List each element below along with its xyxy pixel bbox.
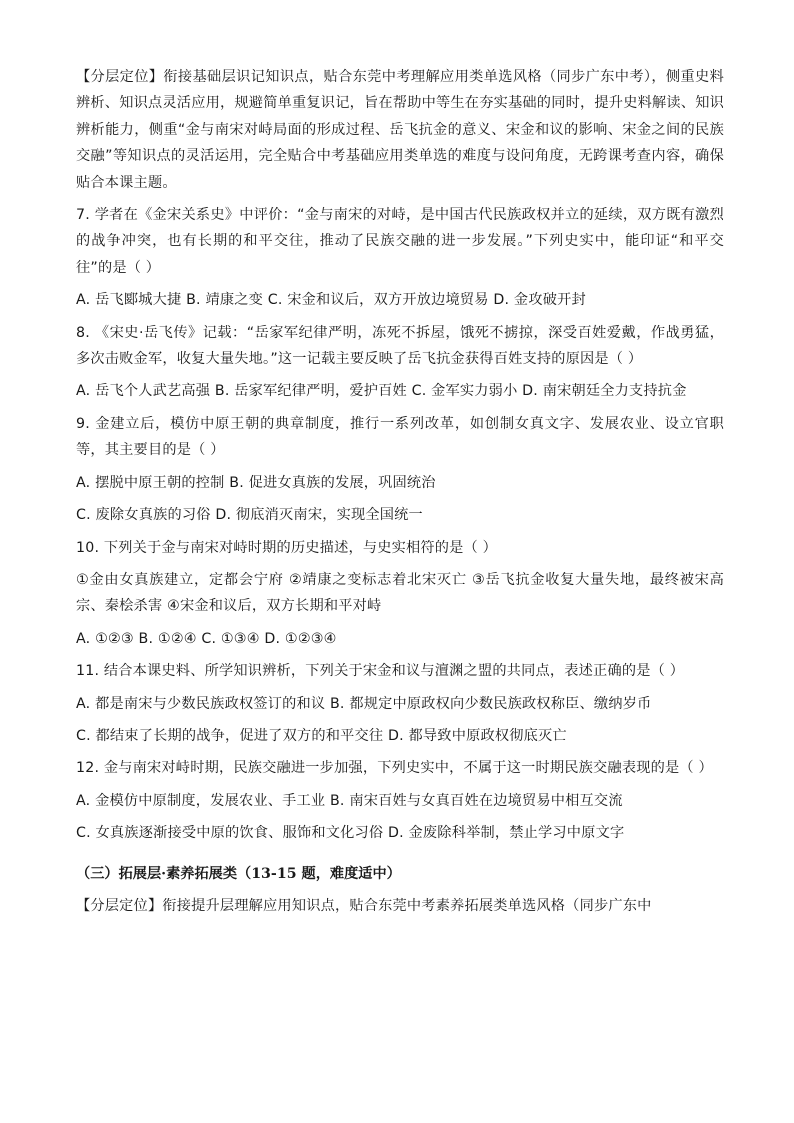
question-10 [76, 535, 724, 653]
question-stem: 7. 学者在《金宋关系史》中评价：“金与南宋的对峙，是中国古代民族政权并立的延续，双方既有激烈的战争冲突，也有长期的和平交往，推动了民族交融的进一步发展。”下列史实中，能印证“和平交往”的是（ ） [76, 207, 724, 276]
question-stem: 9. 金建立后，模仿中原王朝的典章制度，推行一系列改革，如创制女真文字、发展农业、设立官职等，其主要目的是（ ） [76, 415, 724, 459]
question-stem: 10. 下列关于金与南宋对峙时期的历史描述，与史实相符的是（ ） [76, 539, 498, 556]
question-options: A. 岳飞个人武艺高强 B. 岳家军纪律严明，爱护百姓 C. 金军实力弱小 D. 南宋朝廷全力支持抗金 [76, 383, 687, 400]
question-options: C. 女真族逐渐接受中原的饮食、服饰和文化习俗 D. 金废除科举制，禁止学习中原文字 [76, 825, 625, 842]
question-options: A. ①②③ B. ①②④ C. ①③④ D. ①②③④ [76, 630, 337, 647]
question-9 [76, 411, 724, 529]
question-stem: 11. 结合本课史料、所学知识辨析，下列关于宋金和议与澶渊之盟的共同点，表述正确的是（ ） [76, 663, 685, 680]
question-options: A. 岳飞郾城大捷 B. 靖康之变 C. 宋金和议后，双方开放边境贸易 D. 金攻破开封 [76, 292, 586, 309]
intro-paragraph: 【分层定位】衔接基础层识记知识点，贴合东莞中考理解应用类单选风格（同步广东中考），侧重史料辨析、知识点灵活应用，规避简单重复识记，旨在帮助中等生在夯实基础的同时，提升史料解读、知识辨析能力，侧重“金与南宋对峙局面的形成过程、岳飞抗金的意义、宋金和议的影响、宋金之间的民族交融”等知识点的灵活运用，完全贴合中考基础应用类单选的难度与设问角度，无跨课考查内容，确保贴合本课主题。 [76, 69, 724, 191]
document-page [76, 64, 724, 925]
question-statements: ①金由女真族建立，定都会宁府 ②靖康之变标志着北宋灭亡 ③岳飞抗金收复大量失地，最终被宋高宗、秦桧杀害 ④宋金和议后，双方长期和平对峙 [76, 571, 724, 615]
question-options: A. 都是南宋与少数民族政权签订的和议 B. 都规定中原政权向少数民族政权称臣、缴纳岁币 [76, 695, 652, 712]
question-8 [76, 320, 724, 405]
question-options: A. 金模仿中原制度，发展农业、手工业 B. 南宋百姓与女真百姓在边境贸易中相互交流 [76, 792, 623, 809]
question-7 [76, 202, 724, 314]
question-12 [76, 755, 724, 846]
question-options: C. 都结束了长期的战争，促进了双方的和平交往 D. 都导致中原政权彻底灭亡 [76, 727, 567, 744]
question-options: C. 废除女真族的习俗 D. 彻底消灭南宋，实现全国统一 [76, 507, 423, 524]
question-stem: 8. 《宋史·岳飞传》记载：“岳家军纪律严明，冻死不拆屋，饿死不掳掠，深受百姓爱戴，作战勇猛，多次击败金军，收复大量失地。”这一记载主要反映了岳飞抗金获得百姓支持的原因是（ ） [76, 324, 724, 368]
question-options: A. 摆脱中原王朝的控制 B. 促进女真族的发展，巩固统治 [76, 474, 436, 491]
section-intro: 【分层定位】衔接提升层理解应用知识点，贴合东莞中考素养拓展类单选风格（同步广东中 [76, 897, 652, 914]
question-11 [76, 658, 724, 749]
section-heading: （三）拓展层·素养拓展类（13-15 题，难度适中） [76, 865, 401, 882]
question-stem: 12. 金与南宋对峙时期，民族交融进一步加强，下列史实中，不属于这一时期民族交融表现的是（ ） [76, 760, 713, 777]
